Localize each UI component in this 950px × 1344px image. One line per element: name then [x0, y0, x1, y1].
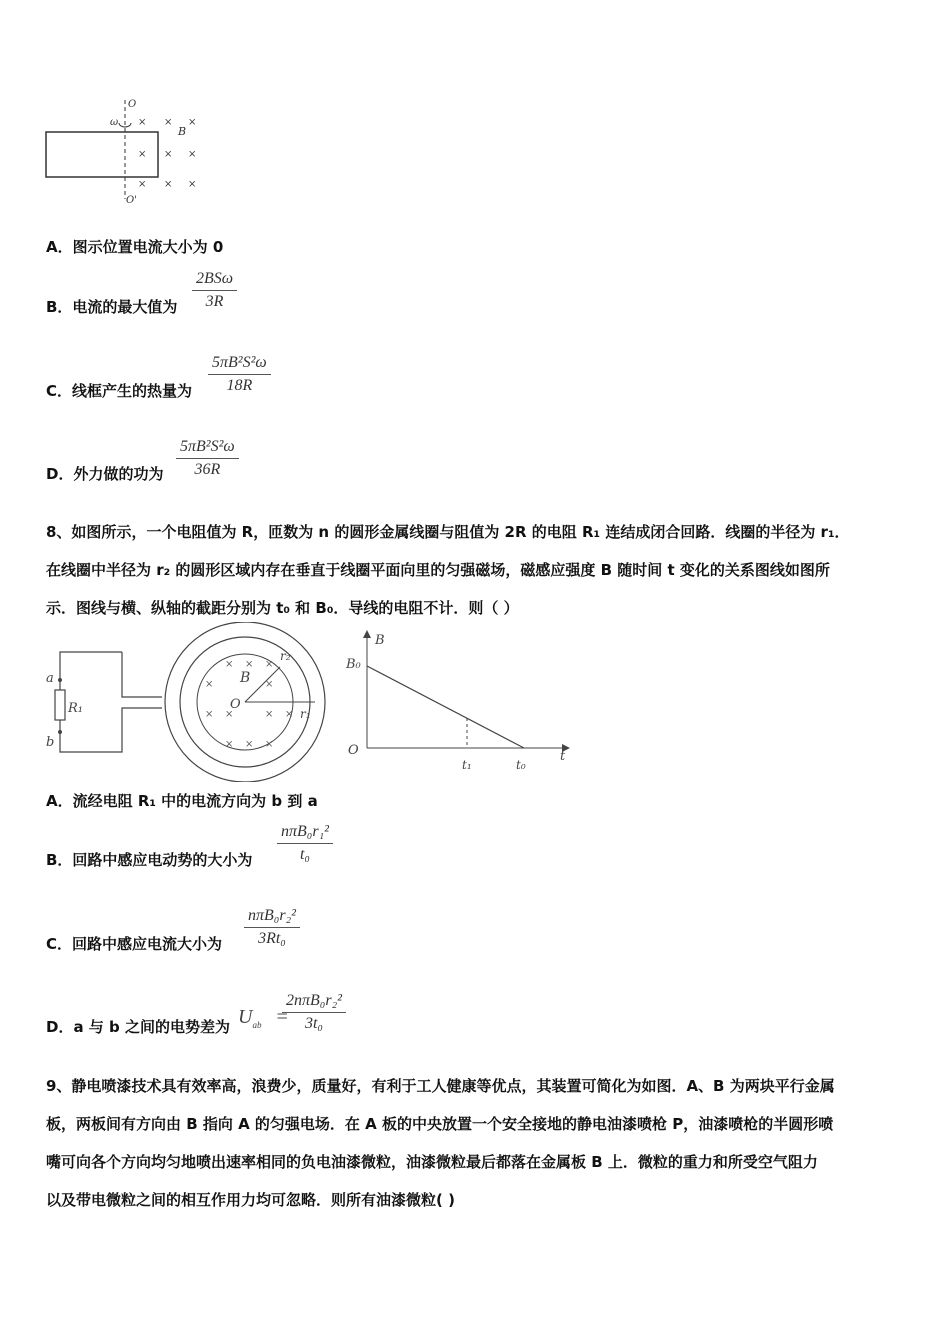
- svg-text:×: ×: [205, 709, 214, 720]
- coil-circuit-figure: [40, 622, 340, 782]
- svg-text:O: O: [348, 743, 359, 758]
- q8-option-d: D．a 与 b 之间的电势差为: [46, 1018, 230, 1036]
- terminal-a: a: [46, 671, 54, 686]
- svg-text:×: ×: [138, 149, 147, 160]
- svg-text:×: ×: [138, 117, 147, 128]
- q7-option-b: B．电流的最大值为: [46, 298, 178, 316]
- b-t-graph: [342, 628, 582, 778]
- q9-stem: 9、静电喷漆技术具有效率高，浪费少，质量好，有利于工人健康等优点，其装置可简化为如图．A、B 为两块平行金属 板，两板间有方向由 B 指向 A 的匀强电场．在 A 板的中央放置一个安全接地的静电油漆喷枪 P，油漆喷枪的半圆形喷 嘴可向各个方向均匀地喷出速率相同的负电油漆微粒，油漆微粒最后都落在金属板 B 上．微粒的重力和所受空气阻力 以及带电微粒之间的相互作用力均可忽略．则所有油漆微粒( ): [46, 1077, 835, 1209]
- axis-label-o-prime: O': [126, 195, 137, 206]
- svg-text:×: ×: [188, 179, 197, 190]
- svg-text:×: ×: [265, 739, 274, 750]
- svg-text:×: ×: [265, 709, 274, 720]
- svg-text:O: O: [230, 697, 241, 712]
- q8-option-b-formula: nπB₀r₁² t₀: [277, 823, 333, 864]
- q7-option-b-formula: 2BSω 3R: [192, 270, 237, 311]
- svg-text:×: ×: [245, 739, 254, 750]
- resistor-r1: [55, 690, 65, 720]
- svg-text:B: B: [240, 670, 251, 686]
- coil-rotation-figure: [40, 95, 210, 207]
- resistor-label: R₁: [68, 701, 83, 716]
- q8-option-d-lhs: $U_{ab}$ =: [238, 1006, 288, 1030]
- q8-stem: 8、如图所示，一个电阻值为 R，匝数为 n 的圆形金属线圈与阻值为 2R 的电阻 R₁ 连结成闭合回路．线圈的半径为 r₁． 在线圈中半径为 r₂ 的圆形区域内存在垂直于线圈平面向里的匀强磁场，磁感应强度 B 随时间 t 变化的关系图线如图所 示．图线与横、纵轴的截距分别为 t₀ 和 B₀．导线的电阻不计．则（ ）: [46, 523, 850, 617]
- svg-text:×: ×: [188, 149, 197, 160]
- svg-text:×: ×: [265, 679, 274, 690]
- svg-text:t: t: [560, 749, 566, 764]
- field-label-b: B: [178, 125, 187, 138]
- q7-option-c-formula: 5πB²S²ω 18R: [208, 354, 271, 395]
- magnetic-field-crosses: [138, 117, 196, 190]
- svg-text:r₁: r₁: [300, 707, 311, 721]
- svg-text:×: ×: [138, 179, 147, 190]
- q7-option-d: D．外力做的功为: [46, 465, 164, 483]
- q8-option-a: A．流经电阻 R₁ 中的电流方向为 b 到 a: [46, 792, 318, 810]
- b-line: [367, 666, 524, 748]
- q8-option-d-formula: 2nπB₀r₂² 3t₀: [282, 992, 346, 1033]
- svg-text:×: ×: [285, 709, 294, 720]
- svg-text:×: ×: [225, 709, 234, 720]
- q7-option-a: A．图示位置电流大小为 0: [46, 238, 224, 256]
- terminal-b: b: [46, 735, 55, 750]
- axis-label-o: O: [128, 99, 137, 110]
- svg-text:t₀: t₀: [516, 758, 526, 772]
- q8-option-b: B．回路中感应电动势的大小为: [46, 851, 253, 869]
- q8-option-c-formula: nπB₀r₂² 3Rt₀: [244, 907, 300, 948]
- svg-text:r₂: r₂: [280, 649, 291, 663]
- q7-option-d-formula: 5πB²S²ω 36R: [176, 438, 239, 479]
- omega-label: ω: [110, 117, 119, 128]
- svg-text:×: ×: [205, 679, 214, 690]
- svg-text:×: ×: [164, 149, 173, 160]
- svg-text:t₁: t₁: [462, 758, 472, 772]
- svg-text:×: ×: [164, 117, 173, 128]
- q7-option-c: C．线框产生的热量为: [46, 382, 193, 400]
- svg-text:×: ×: [225, 659, 234, 670]
- svg-text:×: ×: [265, 659, 274, 670]
- svg-text:×: ×: [225, 739, 234, 750]
- svg-text:B₀: B₀: [346, 657, 361, 672]
- svg-text:×: ×: [245, 659, 254, 670]
- svg-text:×: ×: [164, 179, 173, 190]
- svg-text:B: B: [375, 633, 385, 648]
- q8-option-c: C．回路中感应电流大小为: [46, 935, 223, 953]
- svg-text:×: ×: [188, 117, 197, 128]
